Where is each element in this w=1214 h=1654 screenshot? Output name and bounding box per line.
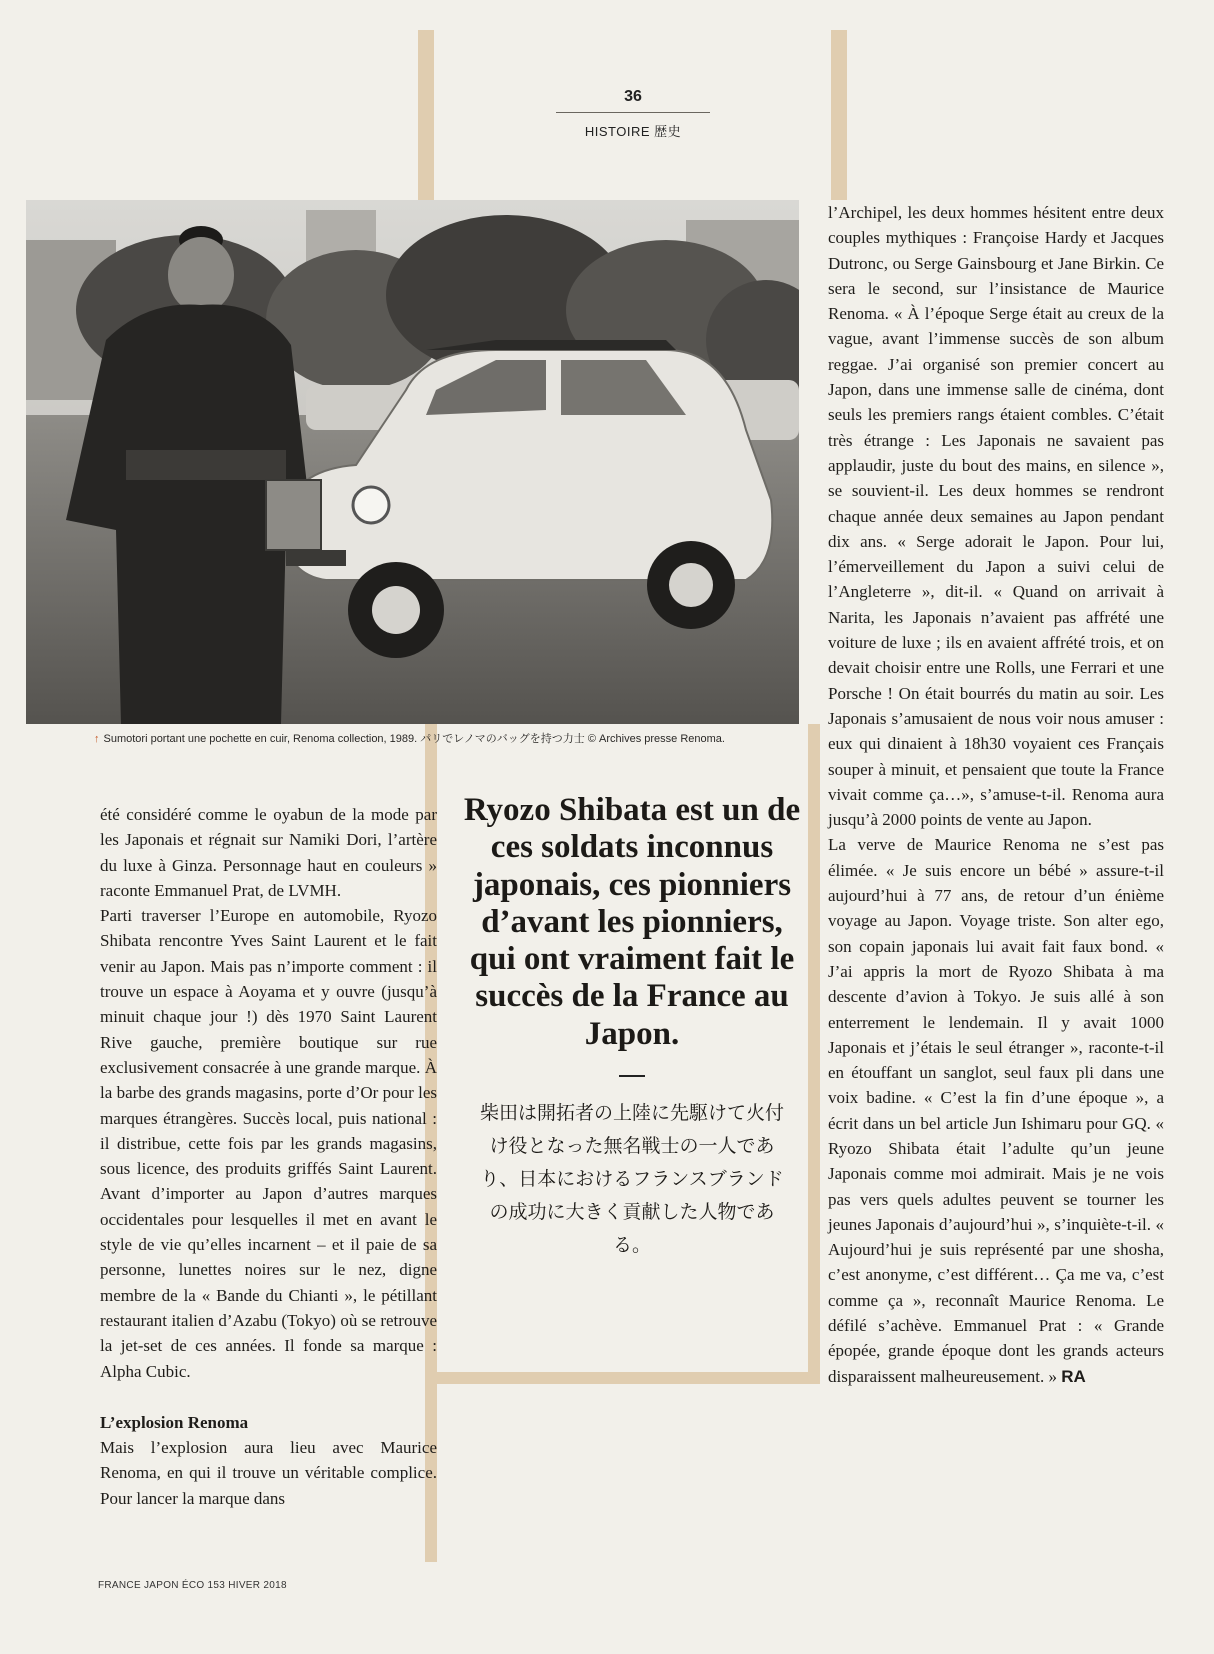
frame-line-bottom xyxy=(437,1372,820,1384)
right-column xyxy=(828,200,1164,1389)
header-divider xyxy=(556,112,710,113)
page-footer: FRANCE JAPON ÉCO 153 HIVER 2018 xyxy=(98,1580,287,1591)
left-paragraph-2: Parti traverser l’Europe en automobile, Ryozo Shibata rencontre Yves Saint Laurent et le fait venir au Japon. Mais pas n’importe comment : il trouve un espace à Aoyama et y ouvre (jusqu’à minuit chaque jour !) dès 1970 Saint Laurent Rive gauche, première boutique sur rue exclusivement consacrée à une grande marque. À la barbe des grands magasins, porte d’Or pour les marques étrangères. Succès local, puis national : il distribue, cette fois par les grands magasins, sous licence, des produits griffés Saint Laurent. Avant d’importer au Japon d’autres marques occidentales pour lesquelles il met en avant le style de vie qu’elles incarnent – et il paie de sa personne, lunettes noires sur le nez, digne membre de la « Bande du Chianti », le pétillant restaurant italien d’Azabu (Tokyo) où se retrouve la jet-set de ces années. Il fonde sa marque : Alpha Cubic. xyxy=(100,906,437,1381)
author-signature: RA xyxy=(1061,1366,1086,1386)
left-paragraph-3: Mais l’explosion aura lieu avec Maurice Renoma, en qui il trouve un véritable complice. Pour lancer la marque dans xyxy=(100,1438,437,1508)
frame-line-middle xyxy=(808,724,820,1384)
pull-quote-divider xyxy=(619,1075,645,1077)
subheading: L’explosion Renoma xyxy=(100,1412,249,1432)
section-label: HISTOIRE 歴史 xyxy=(584,124,682,139)
frame-line-left xyxy=(418,30,434,200)
photo-sumotori-with-car xyxy=(26,200,799,724)
pull-quote xyxy=(462,792,802,1262)
page-header xyxy=(556,88,710,140)
right-paragraph-1: l’Archipel, les deux hommes hésitent entre deux couples mythiques : Françoise Hardy et Jacques Dutronc, ou Serge Gainsbourg et Jane Birkin. Ce sera le second, sur l’insistance de Maurice Renoma. « À l’époque Serge était au creux de la vague, avant l’immense succès de son album reggae. J’ai organisé son premier concert au Japon, dans une immense salle de cinéma, dont seuls les premiers rangs étaient combles. C’était très étrange : Les Japonais ne savaient pas applaudir, juste du bout des mains, en silence », se souvient-il. Les deux hommes se rendront chaque année deux semaines au Japon pendant dix ans. « Serge adorait le Japon. Pour lui, l’émerveillement du Japon a suivi celui de l’Angleterre », dit-il. « Quand on arrivait à Narita, les Japonais n’avaient pas affrété une voiture de luxe ; ils en avaient affrété trois, et on devait choisir entre une Rolls, une Ferrari et une Porsche ! On était bourrés du matin au soir. Les Japonais s’amusaient de nous voir nous amuser : eux qui dinaient à 18h30 voyaient ces Français souper à minuit, et pensaient que toute la France vivait comme ça…», s’amuse-t-il. Renoma aura jusqu’à 2000 points de vente au Japon. xyxy=(828,203,1164,830)
photo-caption xyxy=(94,730,814,746)
left-paragraph-1: été considéré comme le oyabun de la mode par les Japonais et régnait sur Namiki Dori, l’artère du luxe à Ginza. Personnage haut en couleurs » raconte Emmanuel Prat, de LVMH. xyxy=(100,805,437,900)
right-paragraph-2-text: La verve de Maurice Renoma ne s’est pas élimée. « Je suis encore un bébé » assure-t-il aujourd’hui à 77 ans, de retour d’un énième voyage au Japon. Voyage triste. Son alter ego, son copain japonais lui avait fait faux bond. « J’ai appris la mort de Ryozo Shibata à ma descente d’avion à Tokyo. Je suis allé à son enterrement le lendemain. Il y avait 1000 Japonais et j’étais le seul étranger », raconte-t-il en étouffant un sanglot, seul faux pli dans une voix badine. « C’est la fin d’une époque », a écrit dans un bel article Jun Ishimaru pour GQ. « Ryozo Shibata était l’adulte qu’un jeune Japonais comme moi admirait. Mais je ne vois pas vers quels adultes peuvent se tourner les jeunes Japonais d’aujourd’hui », s’inquiète-t-il. « Aujourd’hui je suis représenté par une shosha, c’est anonyme, c’est différent… Ça me va, c’est comme ça », reconnaît Maurice Renoma. Le défilé s’achève. Emmanuel Prat : « Grande épopée, grande époque dont les grands acteurs disparaissent malheureusement. » xyxy=(828,835,1164,1386)
page-number: 36 xyxy=(624,88,642,105)
photo xyxy=(26,200,799,724)
frame-line-right xyxy=(831,30,847,200)
left-column xyxy=(100,802,437,1511)
pull-quote-japanese: 柴田は開拓者の上陸に先駆けて火付け役となった無名戦士の一人であり、日本におけるフランスブランドの成功に大きく貢献した人物である。 xyxy=(479,1102,784,1257)
pull-quote-french: Ryozo Shibata est un de ces soldats inconnus japonais, ces pionniers d’avant les pionniers, qui ont vraiment fait le succès de la France au Japon. xyxy=(463,792,801,1052)
right-paragraph-2 xyxy=(828,832,1164,1389)
arrow-up-icon: ↑ xyxy=(94,733,100,745)
caption-text: Sumotori portant une pochette en cuir, Renoma collection, 1989. パリでレノマのバッグを持つ力士 © Archives presse Renoma. xyxy=(103,733,725,745)
